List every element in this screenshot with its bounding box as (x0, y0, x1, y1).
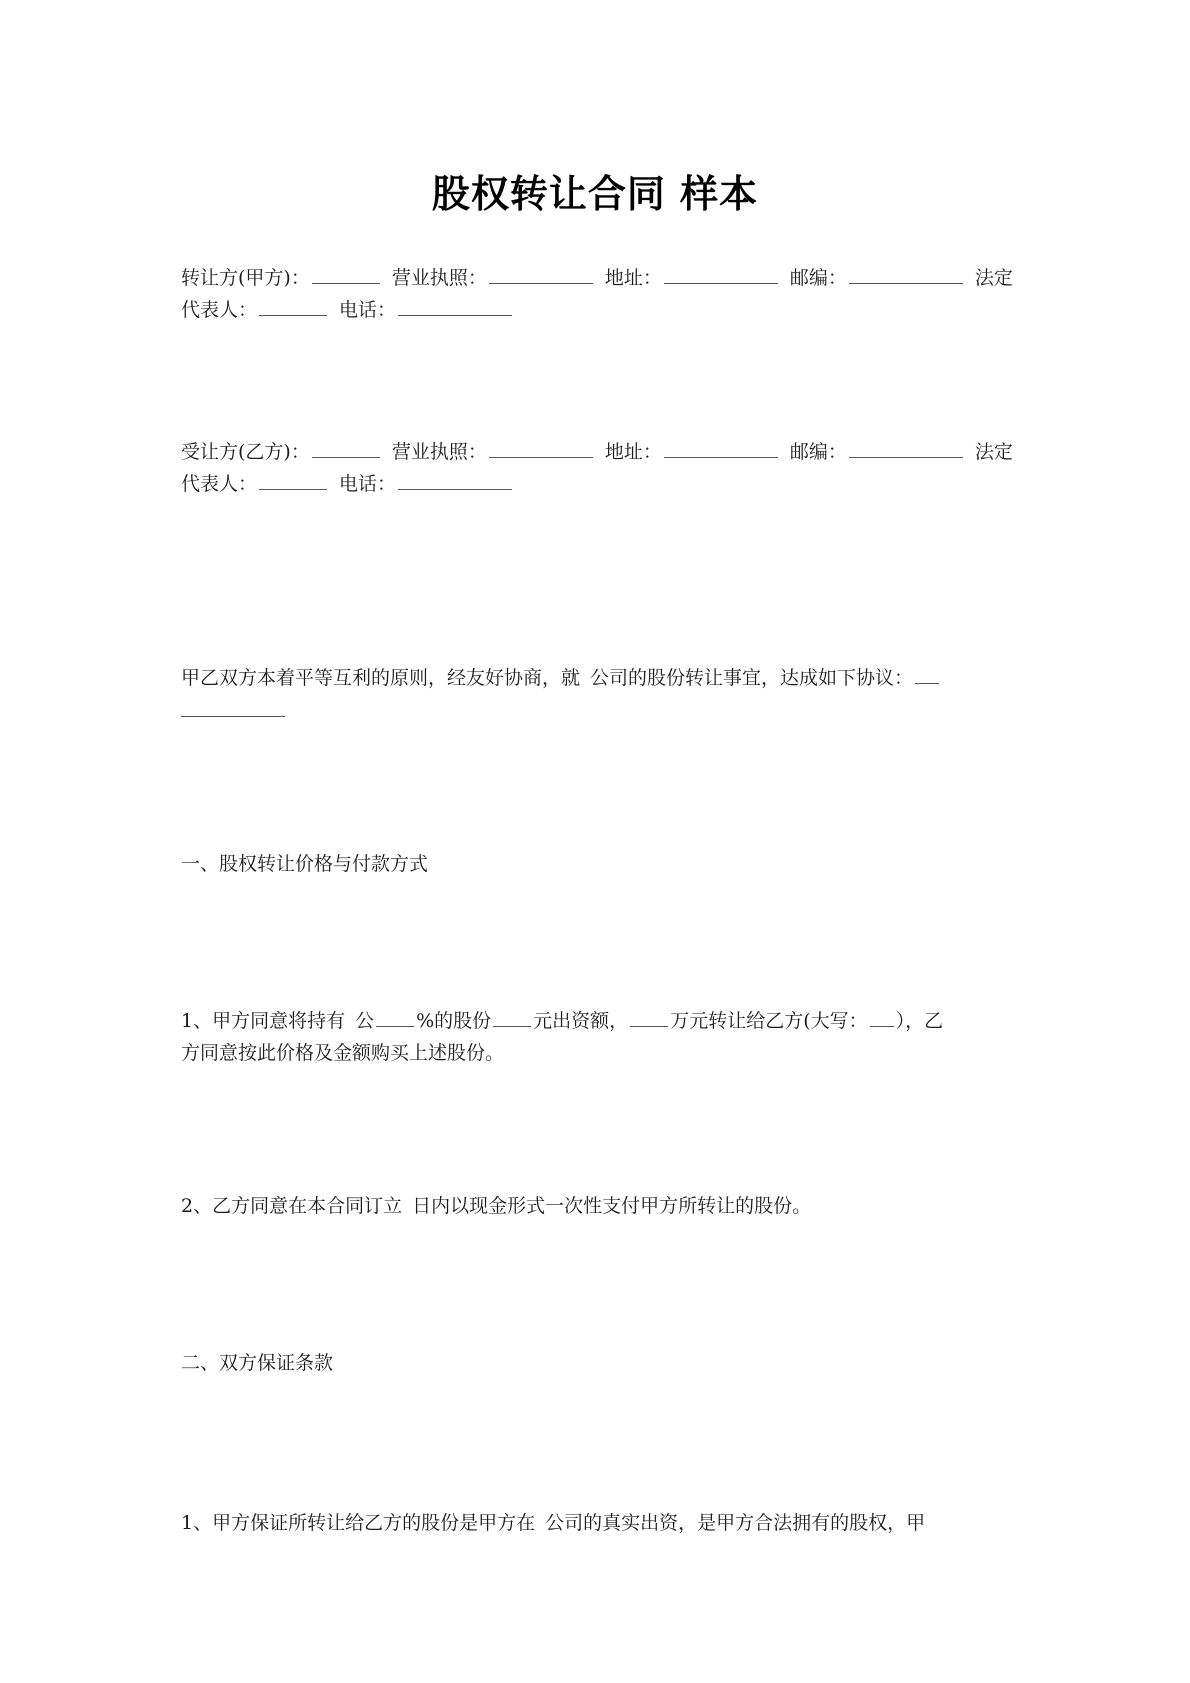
transferee-name-blank (312, 438, 380, 458)
transferee-legal-rep-blank (259, 470, 327, 490)
transferee-phone-blank (398, 470, 512, 490)
clause1-text-2: 公 (355, 1010, 375, 1032)
clause1-text-6: ），乙 (895, 1010, 944, 1032)
preamble-text-b: 公司的股份转让事宜，达成如下协议： (590, 667, 914, 689)
transferor-legal-rep-blank (259, 296, 327, 316)
transferor-legal-rep-label-b: 代表人： (181, 299, 258, 321)
clause1-uppercase-blank (870, 1007, 894, 1027)
transferor-address-label: 地址： (604, 267, 662, 289)
transferee-label: 受让方(乙方)： (181, 441, 310, 463)
transferor-license-blank (489, 264, 593, 284)
clause1-text-3: %的股份 (416, 1010, 492, 1032)
document-title: 股权转让合同 样本 (431, 172, 759, 216)
transferee-license-label: 营业执照： (391, 441, 487, 463)
preamble-second-line-blank (181, 694, 285, 717)
clause1-text-4: 元出资额， (533, 1010, 629, 1032)
transferor-label: 转让方(甲方)： (181, 267, 310, 289)
preamble-text-a: 甲乙双方本着平等互利的原则，经友好协商，就 (181, 667, 581, 689)
transferor-address-blank (664, 264, 778, 284)
transferor-phone-label: 电话： (339, 299, 397, 321)
clause2-text-2: 日内以现金形式一次性支付甲方所转让的股份。 (412, 1195, 812, 1217)
transferor-phone-blank (398, 296, 512, 316)
clause1-text-7: 方同意按此价格及金额购买上述股份。 (181, 1042, 505, 1064)
clause1-text-5: 万元转让给乙方(大写： (670, 1010, 868, 1032)
section2-clause1-text-1: 1、甲方保证所转让给乙方的股份是甲方在 (181, 1512, 536, 1534)
transferee-phone-label: 电话： (339, 473, 397, 495)
transferee-legal-rep-label-b: 代表人： (181, 473, 258, 495)
section1-clause2 (181, 1190, 1017, 1222)
transferor-block (181, 262, 1017, 326)
preamble-paragraph (181, 662, 1017, 717)
clause1-capital-blank (493, 1007, 531, 1027)
transferor-name-blank (312, 264, 380, 284)
transferee-postcode-label: 邮编： (789, 441, 847, 463)
transferee-address-label: 地址： (604, 441, 662, 463)
transferee-address-blank (664, 438, 778, 458)
transferor-postcode-label: 邮编： (789, 267, 847, 289)
clause1-text-1: 1、甲方同意将持有 (181, 1010, 346, 1032)
transferee-legal-rep-label-a: 法定 (974, 441, 1013, 463)
clause1-percent-blank (376, 1007, 414, 1027)
clause2-text-1: 2、乙方同意在本合同订立 (181, 1195, 403, 1217)
transferor-license-label: 营业执照： (391, 267, 487, 289)
section1-clause1 (181, 1005, 1017, 1069)
transferor-postcode-blank (849, 264, 963, 284)
transferee-postcode-blank (849, 438, 963, 458)
clause1-price-blank (630, 1007, 668, 1027)
transferee-license-blank (489, 438, 593, 458)
section2-heading: 二、双方保证条款 (181, 1352, 334, 1374)
preamble-trailing-blank (915, 664, 939, 684)
transferor-legal-rep-label-a: 法定 (974, 267, 1013, 289)
section1-heading: 一、股权转让价格与付款方式 (181, 853, 429, 875)
section2-clause1 (181, 1507, 1017, 1539)
section2-clause1-text-2: 公司的真实出资，是甲方合法拥有的股权，甲 (545, 1512, 926, 1534)
transferee-block (181, 436, 1017, 500)
